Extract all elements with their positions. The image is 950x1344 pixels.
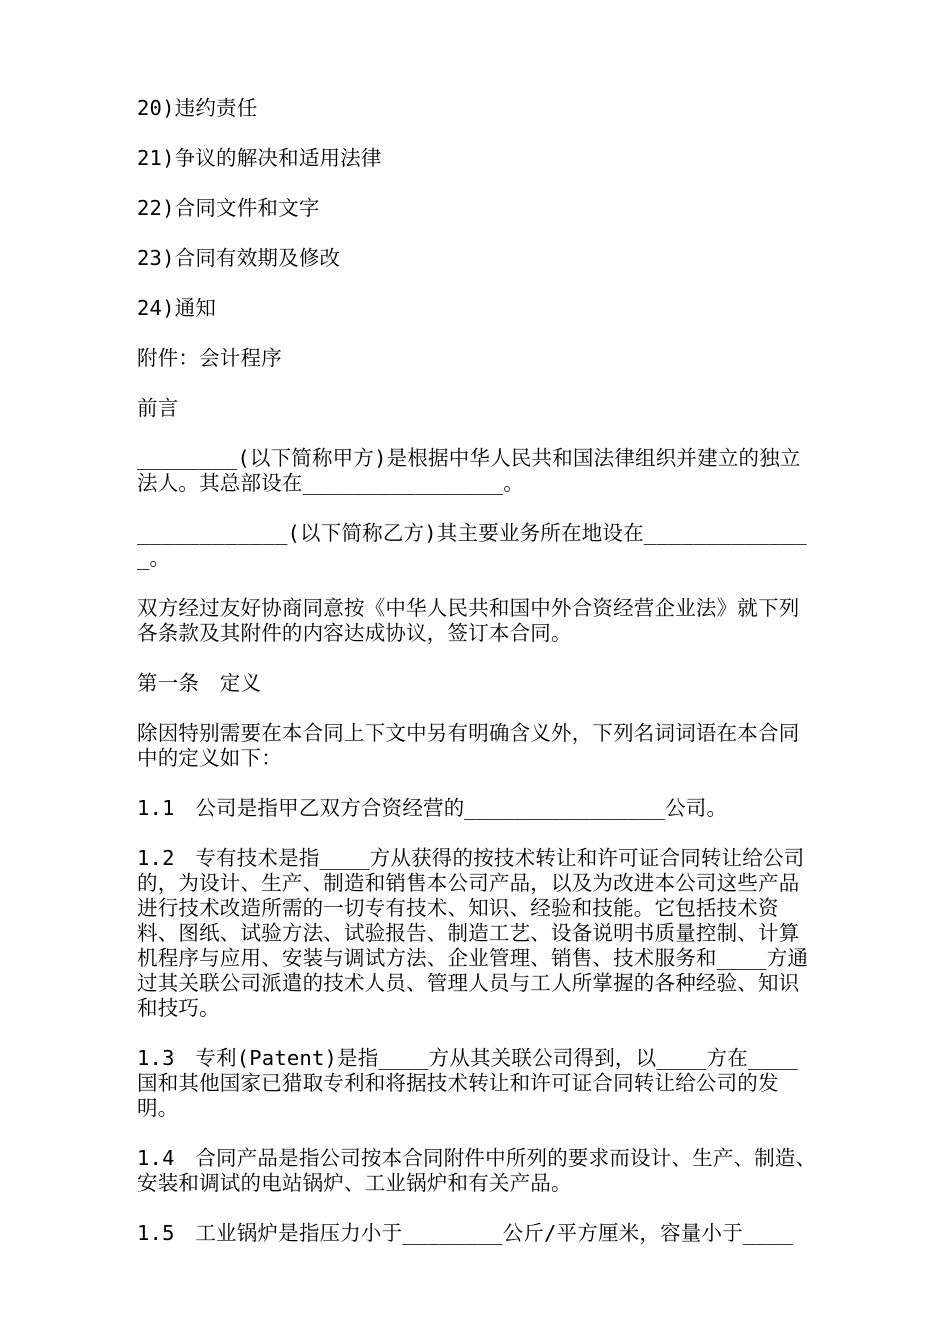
- toc-item-21: 21)争议的解决和适用法律: [137, 146, 382, 170]
- clause-1-4: 1.4 合同产品是指公司按本合同附件中所列的要求而设计、生产、制造、安装和调试的电站锅炉、工业锅炉和有关产品。: [137, 1146, 817, 1195]
- toc-item-22: 22)合同文件和文字: [137, 196, 320, 220]
- clause-1-3: 1.3 专利(Patent)是指____方从其关联公司得到，以____方在____国和其他国家已猎取专利和将据技术转让和许可证合同转让给公司的发明。: [137, 1046, 799, 1120]
- article-1-heading: 第一条 定义: [137, 671, 262, 695]
- preface-heading: 前言: [137, 396, 179, 420]
- party-b-paragraph: ____________(以下简称乙方)其主要业务所在地设在______________。: [137, 521, 807, 570]
- definitions-intro: 除因特别需要在本合同上下文中另有明确含义外，下列名词词语在本合同中的定义如下：: [137, 721, 800, 770]
- toc-item-20: 20)违约责任: [137, 96, 258, 120]
- toc-item-23: 23)合同有效期及修改: [137, 246, 341, 270]
- toc-item-24: 24)通知: [137, 296, 217, 320]
- document-body: [137, 96, 817, 1271]
- clause-1-2: 1.2 专有技术是指____方从获得的按技术转让和许可证合同转让给公司的，为设计、生产、制造和销售本公司产品，以及为改进本公司这些产品进行技术改造所需的一切专有技术、知识、经验和技能。它包括技术资料、图纸、试验方法、试验报告、制造工艺、设备说明书质量控制、计算机程序与应用、安装与调试方法、企业管理、销售、技术服务和____方通过其关联公司派遣的技术人员、管理人员与工人所掌握的各种经验、知识和技巧。: [137, 846, 809, 1020]
- clause-1-5: 1.5 工业锅炉是指压力小于________公斤/平方厘米，容量小于____: [137, 1221, 794, 1245]
- toc-attachment: 附件：会计程序: [137, 346, 282, 370]
- party-a-paragraph: ________(以下简称甲方)是根据中华人民共和国法律组织并建立的独立法人。其总部设在________________。: [137, 446, 801, 495]
- clause-1-1: 1.1 公司是指甲乙双方合资经营的________________公司。: [137, 796, 728, 820]
- agreement-paragraph: 双方经过友好协商同意按《中华人民共和国中外合资经营企业法》就下列各条款及其附件的内容达成协议，签订本合同。: [137, 596, 800, 645]
